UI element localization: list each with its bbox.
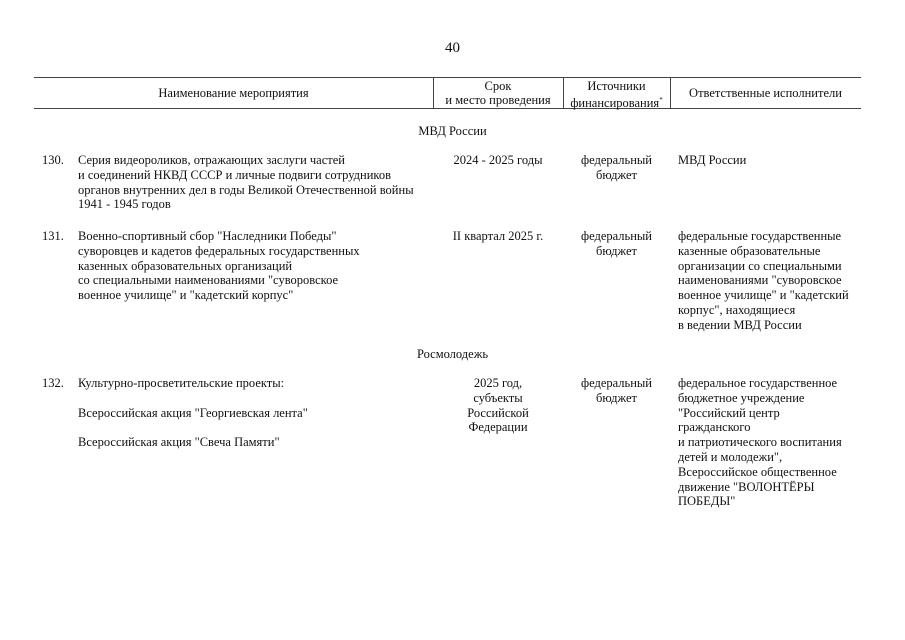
row-source: федеральный бюджет: [580, 229, 652, 258]
row-time: 2025 год, субъекты Российской Федерации: [467, 376, 529, 435]
row-number: 132.: [42, 376, 64, 390]
table-top-border: [34, 77, 861, 78]
header-exec: Ответственные исполнители: [689, 86, 842, 100]
section-title: МВД России: [418, 124, 487, 138]
row-name: Военно-спортивный сбор "Наследники Победы" суворовцев и кадетов федеральных государственных казенных образовательных организаций со специальными наименованиями "суворовское военное училище" и "кадетский корпус": [78, 229, 360, 303]
footnote-mark: *: [659, 96, 663, 104]
row-number: 131.: [42, 229, 64, 243]
row-exec: МВД России: [678, 153, 747, 167]
header-source: Источники финансирования*: [570, 79, 663, 111]
row-name: Серия видеороликов, отражающих заслуги частей и соединений НКВД СССР и личные подвиги сотрудников органов внутренних дел в годы Великой Отечественной войны 1941 - 1945 годов: [78, 153, 414, 212]
row-exec: федеральное государственное бюджетное учреждение "Российский центр гражданского и патриотического воспитания детей и молодежи", Всероссийское общественное движение "ВОЛОНТЁРЫ ПОБЕДЫ": [678, 376, 842, 509]
header-name: Наименование мероприятия: [158, 86, 309, 100]
table-header-bottom-border: [34, 108, 861, 109]
row-number: 130.: [42, 153, 64, 167]
page-number: 40: [445, 40, 460, 56]
header-time: Срок и место проведения: [445, 79, 551, 107]
row-name: Культурно-просветительские проекты: Всероссийская акция "Георгиевская лента" Всероссийская акция "Свеча Памяти": [78, 376, 308, 450]
row-source: федеральный бюджет: [580, 376, 652, 405]
row-exec: федеральные государственные казенные образовательные организации со специальными наименованиями "суворовское военное училище" и "кадетский корпус", находящиеся в ведении МВД России: [678, 229, 849, 332]
section-title: Росмолодежь: [416, 347, 489, 361]
row-source: федеральный бюджет: [580, 153, 652, 182]
row-time: II квартал 2025 г.: [452, 229, 544, 243]
row-time: 2024 - 2025 годы: [453, 153, 543, 167]
